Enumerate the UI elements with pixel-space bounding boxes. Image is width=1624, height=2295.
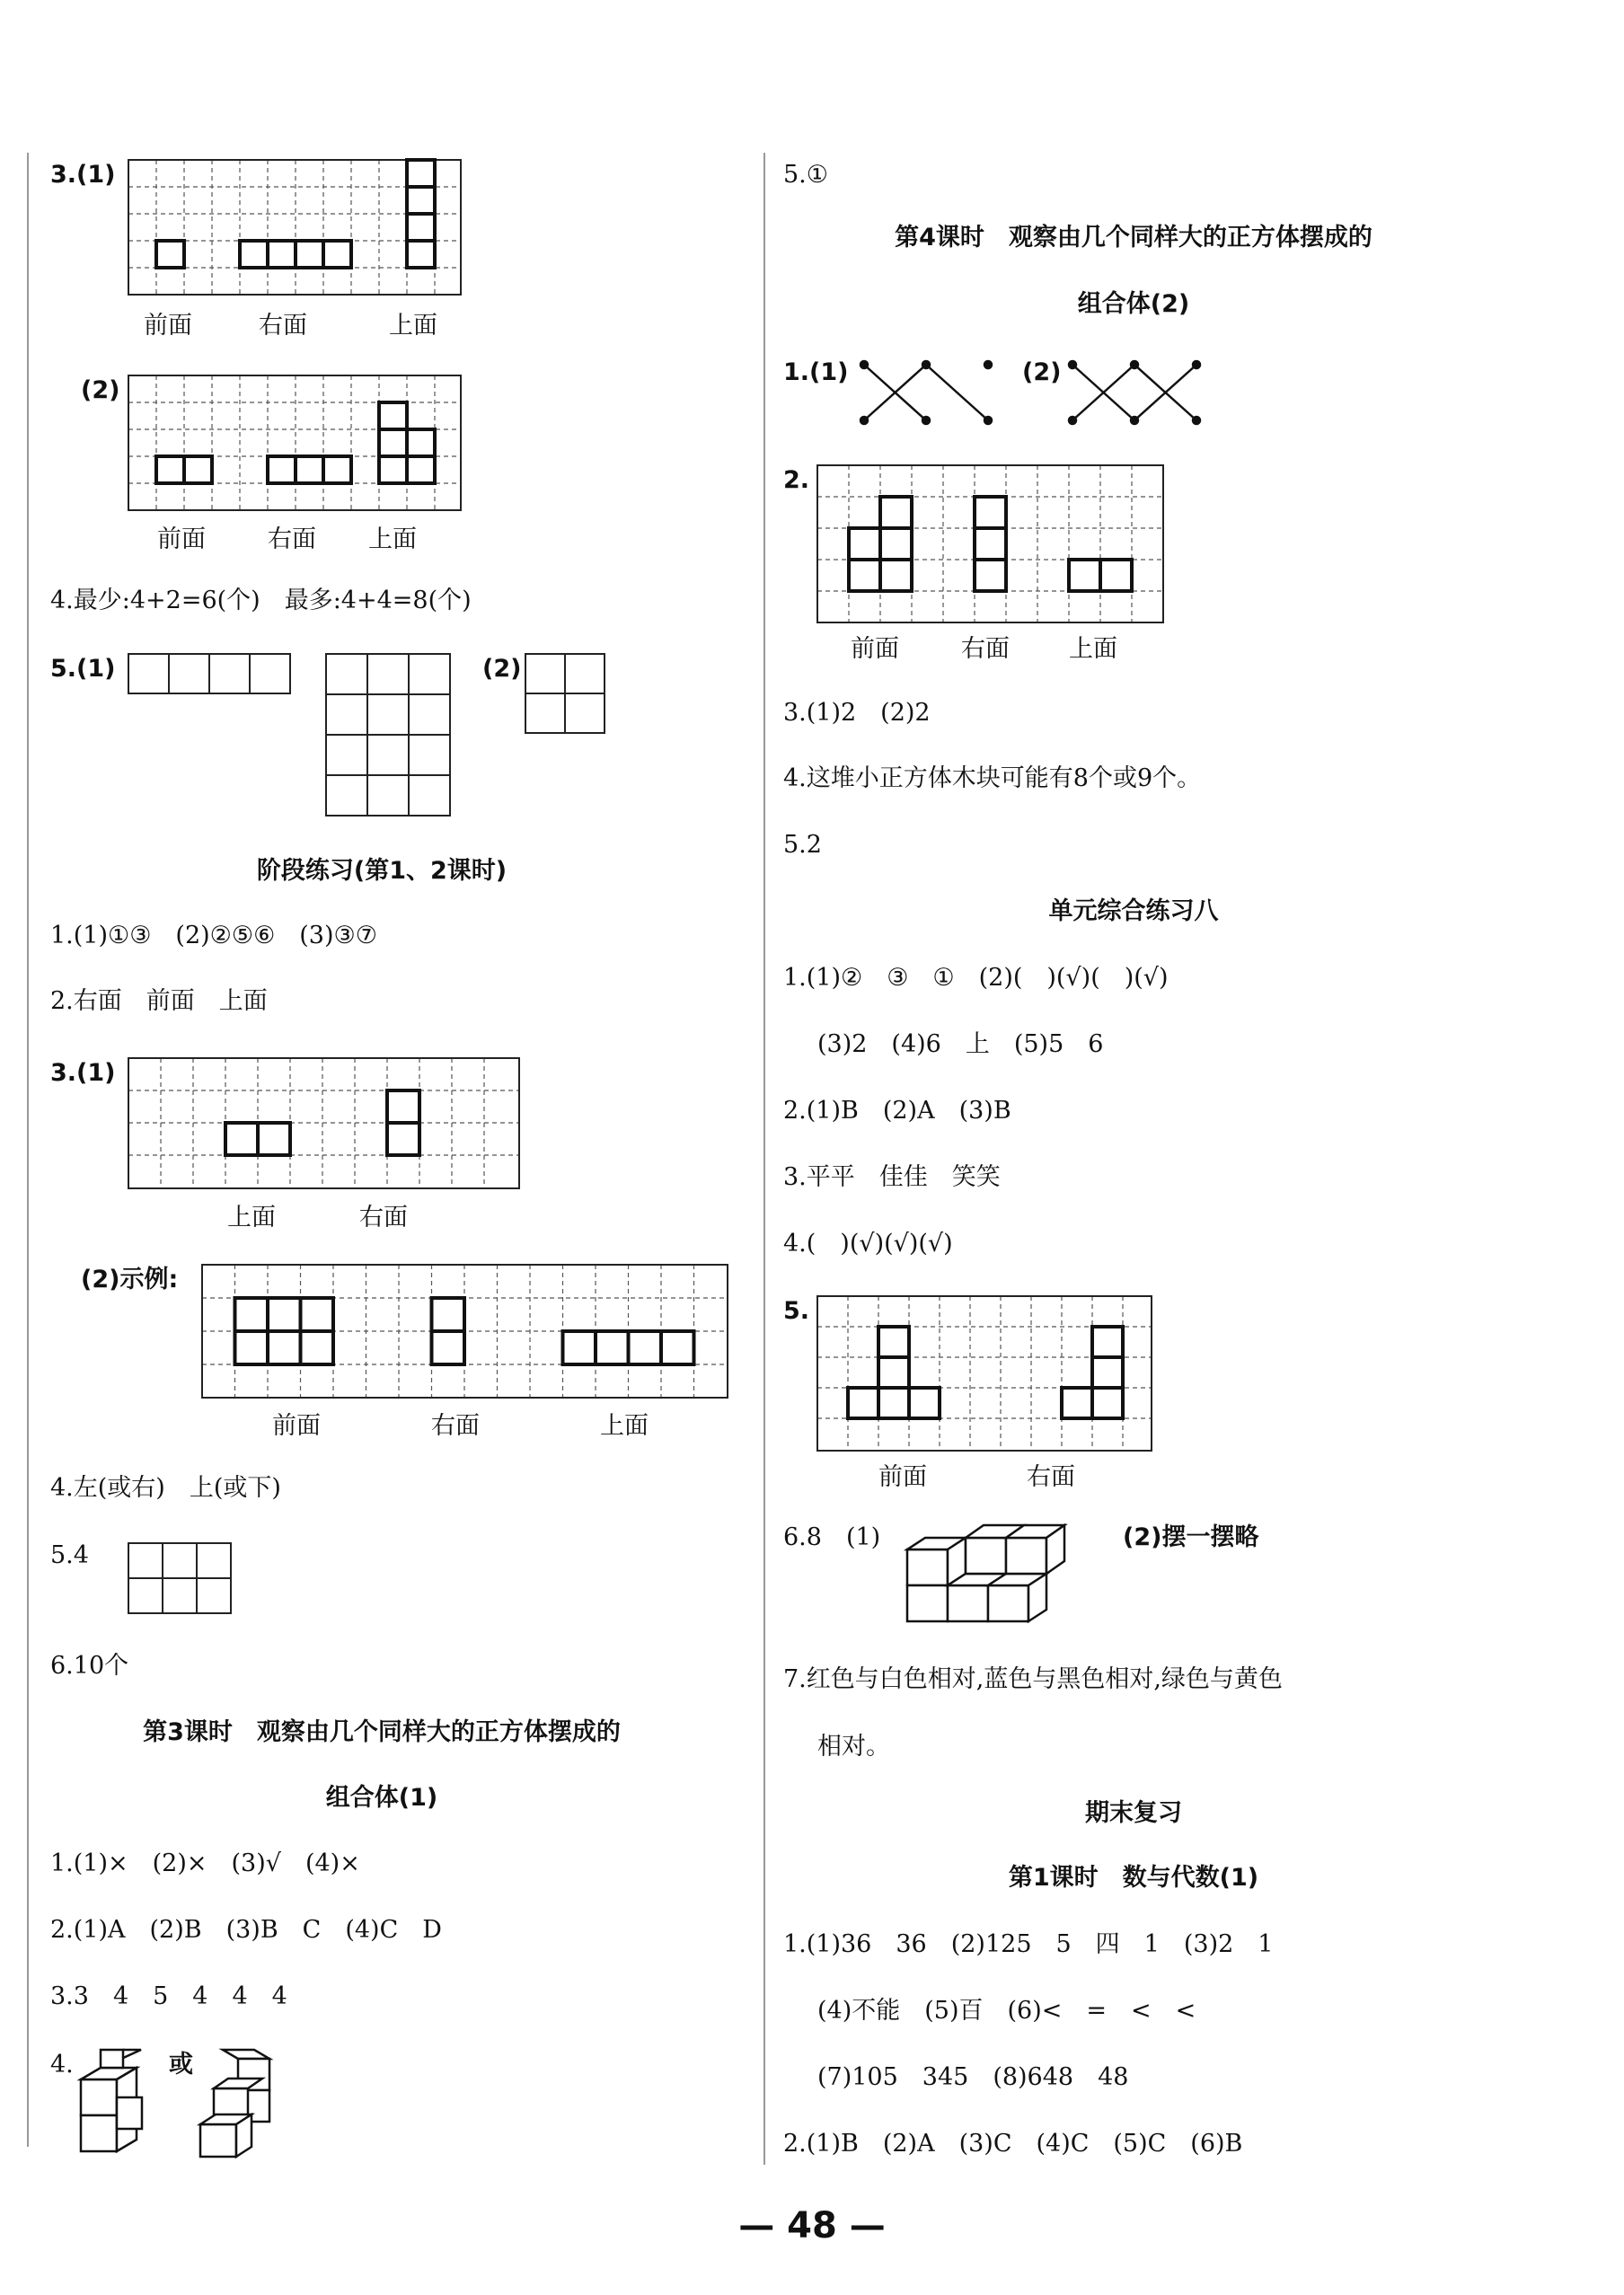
r-q2-cap-front: 前面 bbox=[851, 635, 899, 663]
final-q1-line1: 1.(1)36 36 (2)125 5 四 1 (3)2 1 bbox=[783, 1930, 1274, 1958]
unit-q6-label: 6.8 (1) bbox=[783, 1523, 881, 1551]
final-q1-line3: (7)105 345 (8)648 48 bbox=[817, 2063, 1129, 2091]
r-q2-grid-figure bbox=[817, 465, 1163, 622]
stage-q5-figure bbox=[128, 1543, 233, 1615]
unit-q3: 3.平平 佳佳 笑笑 bbox=[783, 1163, 1001, 1191]
stage-q6: 6.10个 bbox=[50, 1652, 129, 1680]
lesson3-q2: 2.(1)A (2)B (3)B C (4)C D bbox=[50, 1916, 442, 1944]
stage-q3-1-cap-right: 右面 bbox=[359, 1204, 408, 1231]
q5-2-label: (2) bbox=[482, 655, 522, 683]
r-q1-label2: (2) bbox=[1022, 358, 1062, 386]
page-number: — 48 — bbox=[738, 2205, 886, 2246]
stage-q3-2-label: (2)示例: bbox=[81, 1266, 179, 1293]
r-q2-cap-right: 右面 bbox=[961, 635, 1010, 663]
final-lesson1-title: 第1课时 数与代数(1) bbox=[1008, 1864, 1259, 1892]
stage-q3-1-cap-top: 上面 bbox=[227, 1204, 276, 1231]
lesson3-q4-cubes-b bbox=[196, 2048, 286, 2160]
stage-q4: 4.左(或右) 上(或下) bbox=[50, 1474, 281, 1502]
q3-2-grid-figure bbox=[128, 375, 461, 510]
r-q5b: 5.2 bbox=[783, 831, 822, 859]
lesson3-q3: 3.3 4 5 4 4 4 bbox=[50, 1982, 287, 2010]
final-q2: 2.(1)B (2)A (3)C (4)C (5)C (6)B bbox=[783, 2130, 1243, 2158]
unit-q5-grid-figure bbox=[817, 1296, 1152, 1451]
r-q1-label1: 1.(1) bbox=[783, 358, 849, 386]
unit-q7-line1: 7.红色与白色相对,蓝色与黑色相对,绿色与黄色 bbox=[783, 1665, 1283, 1693]
stage-title: 阶段练习(第1、2课时) bbox=[256, 857, 508, 885]
q5-2-square-figure bbox=[525, 654, 606, 735]
q3-2-label: (2) bbox=[81, 376, 120, 404]
q4-answer: 4.最少:4+2=6(个) 最多:4+4=8(个) bbox=[50, 587, 472, 614]
r-q2-cap-top: 上面 bbox=[1069, 635, 1117, 663]
q3-2-cap-top: 上面 bbox=[368, 525, 417, 553]
lesson3-q4-cubes-a bbox=[76, 2048, 166, 2156]
q3-2-cap-right: 右面 bbox=[268, 525, 316, 553]
stage-q2: 2.右面 前面 上面 bbox=[50, 987, 268, 1015]
lesson4-title-line2: 组合体(2) bbox=[1077, 290, 1190, 318]
unit-q6-tail: (2)摆一摆略 bbox=[1123, 1523, 1259, 1551]
stage-q3-2-cap-front: 前面 bbox=[272, 1412, 321, 1440]
q3-1-label: 3.(1) bbox=[50, 161, 116, 189]
final-q1-line2: (4)不能 (5)百 (6)< = < < bbox=[817, 1997, 1196, 2025]
stage-q3-1-grid-figure bbox=[128, 1058, 519, 1188]
unit-q6-cubes bbox=[903, 1518, 1100, 1626]
unit-q5-cap-right: 右面 bbox=[1027, 1463, 1075, 1491]
stage-q3-label: 3.(1) bbox=[50, 1059, 116, 1087]
unit-q7-line2: 相对。 bbox=[817, 1733, 890, 1761]
stage-q1: 1.(1)①③ (2)②⑤⑥ (3)③⑦ bbox=[50, 922, 377, 949]
q3-1-cap-front: 前面 bbox=[144, 312, 192, 340]
lesson3-q4-label: 4. bbox=[50, 2051, 74, 2079]
r-q2-label: 2. bbox=[783, 466, 810, 494]
lesson3-q1: 1.(1)× (2)× (3)√ (4)× bbox=[50, 1849, 360, 1877]
r-q1-1-lines bbox=[861, 359, 995, 424]
stage-q3-2-cap-top: 上面 bbox=[600, 1412, 649, 1440]
q3-1-cap-top: 上面 bbox=[389, 312, 437, 340]
unit-q4: 4.( )(√)(√)(√) bbox=[783, 1230, 953, 1258]
unit-q1-line2: (3)2 (4)6 上 (5)5 6 bbox=[817, 1030, 1104, 1058]
r-q4: 4.这堆小正方体木块可能有8个或9个。 bbox=[783, 764, 1202, 792]
r-q3: 3.(1)2 (2)2 bbox=[783, 699, 931, 727]
unit-q5-cap-front: 前面 bbox=[878, 1463, 927, 1491]
q5-label: 5.(1) bbox=[50, 655, 116, 683]
lesson3-title-line2: 组合体(1) bbox=[325, 1784, 438, 1812]
unit-title: 单元综合练习八 bbox=[1048, 897, 1219, 925]
unit-q2: 2.(1)B (2)A (3)B bbox=[783, 1097, 1011, 1125]
lesson3-title-line1: 第3课时 观察由几个同样大的正方体摆成的 bbox=[143, 1718, 621, 1746]
stage-q5: 5.4 bbox=[50, 1541, 89, 1569]
left-margin-rule bbox=[27, 153, 29, 2147]
stage-q3-2-cap-right: 右面 bbox=[431, 1412, 480, 1440]
lesson4-title-line1: 第4课时 观察由几个同样大的正方体摆成的 bbox=[895, 224, 1372, 252]
r-q5: 5.① bbox=[783, 161, 828, 189]
stage-q3-2-grid-figure bbox=[202, 1265, 728, 1398]
q5-1-row-figure bbox=[128, 654, 290, 695]
q5-1-block-figure bbox=[326, 654, 450, 817]
unit-q1-line1: 1.(1)② ③ ① (2)( )(√)( )(√) bbox=[783, 964, 1169, 992]
q3-2-cap-front: 前面 bbox=[157, 525, 206, 553]
q3-1-cap-right: 右面 bbox=[259, 312, 307, 340]
final-review-title: 期末复习 bbox=[1085, 1799, 1182, 1827]
lesson3-q4-or: 或 bbox=[169, 2051, 193, 2079]
q3-1-grid-figure bbox=[128, 160, 461, 295]
r-q1-2-lines bbox=[1069, 359, 1204, 424]
unit-q5-label: 5. bbox=[783, 1297, 810, 1325]
